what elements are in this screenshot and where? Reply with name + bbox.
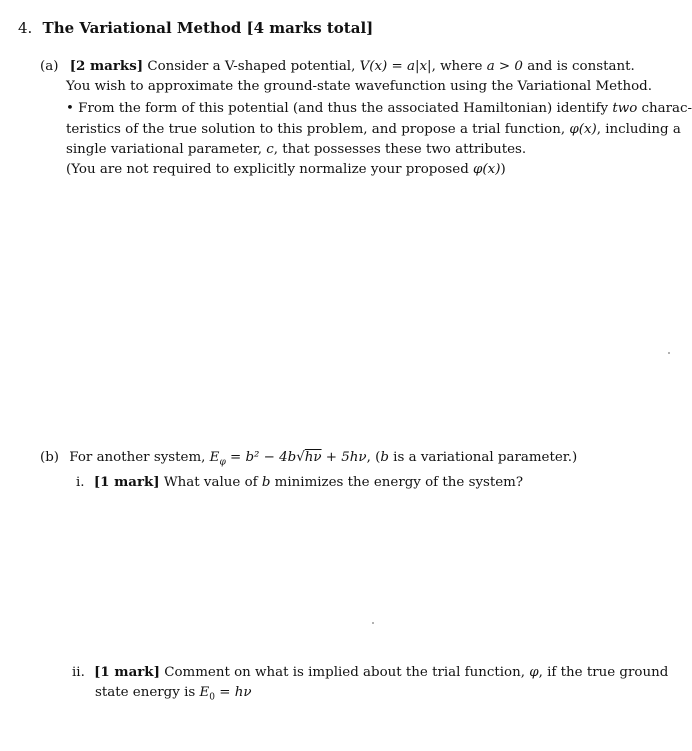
part-a-note <box>66 160 506 180</box>
bullet-text: From the form of this potential (and thus the associated Hamiltonian) identify <box>78 101 613 116</box>
part-a-bullet-line-1 <box>66 99 692 119</box>
part-a-marks: [2 marks] <box>69 58 144 74</box>
trial-function-symbol: φ <box>529 665 539 680</box>
subpart-i-marks: [1 mark] <box>93 474 160 490</box>
part-a-label: (a) <box>40 59 59 74</box>
subpart-i-text: What value of <box>163 475 262 490</box>
part-a-text: You wish to approximate the ground-state wavefunction using the Variational Method. <box>66 79 653 94</box>
subpart-ii-marks: [1 mark] <box>94 664 160 680</box>
variational-parameter: c <box>266 142 274 157</box>
emphasis-two: two <box>612 101 638 116</box>
part-b-ii-line-2 <box>95 683 252 708</box>
part-a-bullet-line-2 <box>66 120 681 140</box>
trial-function-formula: φ(x) <box>473 162 501 177</box>
ground-energy-value: = hν <box>215 685 252 700</box>
ground-energy-symbol: E <box>199 685 210 700</box>
energy-root-term: hν <box>304 450 322 465</box>
energy-subscript: φ <box>219 457 226 468</box>
part-a-text: , where <box>431 59 487 74</box>
scan-speck <box>372 622 374 624</box>
part-a-line-1 <box>40 56 635 77</box>
subpart-ii-text: state energy is <box>95 685 200 700</box>
question-title: The Variational Method [4 marks total] <box>42 19 374 37</box>
bullet-text: teristics of the true solution to this problem, and propose a trial function, <box>66 122 570 137</box>
part-b-i <box>76 472 523 493</box>
ground-energy-subscript: 0 <box>209 692 215 703</box>
energy-symbol: E <box>209 450 220 465</box>
subpart-i-text: minimizes the energy of the system? <box>270 475 524 490</box>
subpart-ii-text: Comment on what is implied about the trial function, <box>164 665 530 680</box>
bullet-text: , including a <box>596 122 681 137</box>
question-number: 4. <box>18 19 33 37</box>
part-a-text: Consider a V-shaped potential, <box>147 59 360 74</box>
part-a-text: and is constant. <box>522 59 635 74</box>
trial-function-formula: φ(x) <box>569 122 597 137</box>
part-b-text: is a variational parameter.) <box>388 450 578 465</box>
bullet-text: , that possesses these two attributes. <box>273 142 527 157</box>
question-header <box>18 19 373 37</box>
scan-speck <box>668 352 670 354</box>
energy-formula: = b² − 4b√ <box>225 450 305 465</box>
note-text: (You are not required to explicitly normalize your proposed <box>66 162 474 177</box>
variable-b: b <box>261 475 271 490</box>
part-b-text: , ( <box>366 450 381 465</box>
constraint-formula: a > 0 <box>486 59 523 74</box>
part-b-intro <box>40 448 577 473</box>
subpart-ii-text: , if the true ground <box>538 665 669 680</box>
subpart-ii-label: ii. <box>72 665 85 680</box>
energy-formula-tail: + 5hν <box>321 450 367 465</box>
variable-b: b <box>380 450 389 465</box>
bullet-icon: • <box>66 101 74 116</box>
part-a-line-2 <box>66 77 652 97</box>
note-text: ) <box>500 162 506 177</box>
part-b-text: For another system, <box>69 450 210 465</box>
bullet-text: single variational parameter, <box>66 142 267 157</box>
part-a-bullet-line-3 <box>66 140 526 160</box>
bullet-text: charac- <box>637 101 692 116</box>
part-b-ii-line-1 <box>72 662 668 683</box>
potential-formula: V(x) = a|x| <box>359 59 432 74</box>
subpart-i-label: i. <box>76 475 85 490</box>
part-b-label: (b) <box>40 450 60 465</box>
